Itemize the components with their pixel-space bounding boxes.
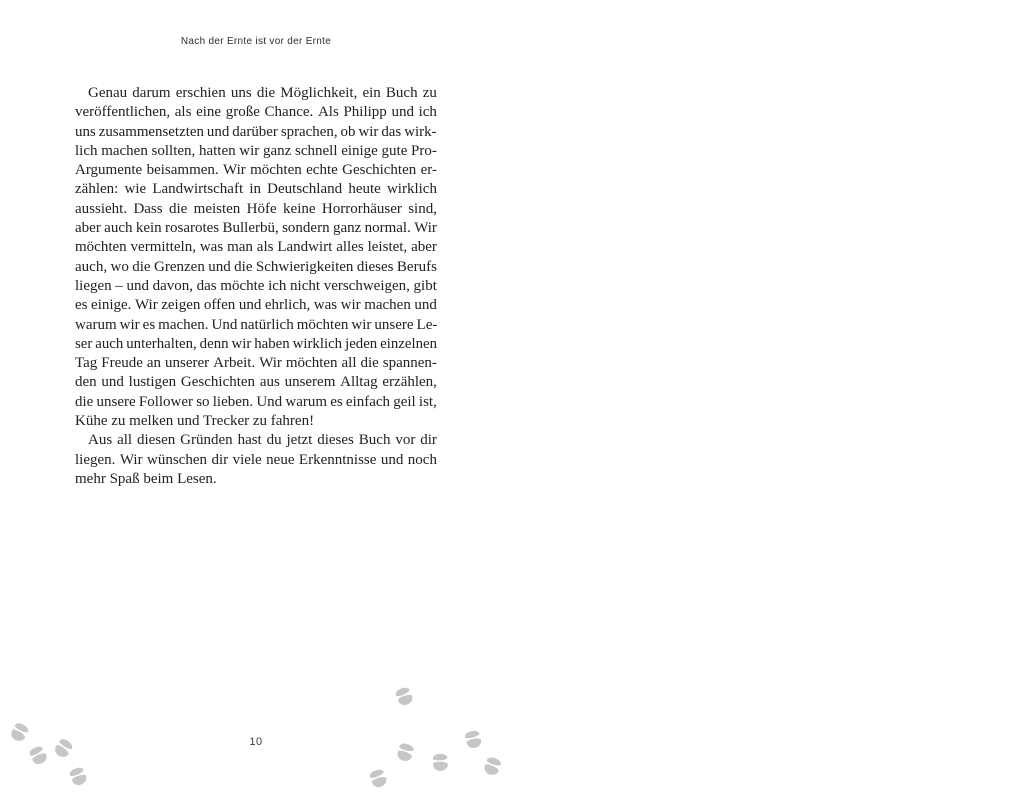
- running-header: Nach der Ernte ist vor der Ernte: [180, 36, 332, 47]
- text-line: möchten vermitteln, was man als Landwirt alles leistet, aber: [75, 239, 437, 256]
- hoofprint-icon: [366, 766, 390, 790]
- text-line: veröffentlichen, als eine große Chance. Als Philipp und ich: [75, 104, 437, 121]
- text-line: die unsere Follower so lieben. Und warum es einfach geil ist,: [75, 393, 437, 410]
- hoofprint-icon: [392, 684, 416, 708]
- text-line: den und lustigen Geschichten aus unserem Alltag erzählen,: [75, 374, 437, 391]
- hoofprint-icon: [480, 754, 505, 779]
- text-line: es einige. Wir zeigen offen und ehrlich, was wir machen und: [75, 297, 437, 314]
- text-line: liegen. Wir wünschen dir viele neue Erkenntnisse und noch: [75, 451, 437, 468]
- text-line: Kühe zu melken und Trecker zu fahren!: [75, 413, 315, 430]
- text-line: Tag Freude an unserer Arbeit. Wir möchten all die spannen-: [75, 355, 437, 372]
- hoofprint-icon: [50, 735, 76, 761]
- page-number: 10: [249, 736, 263, 748]
- text-line: zählen: wie Landwirtschaft in Deutschland heute wirklich: [75, 181, 437, 198]
- hoofprint-icon: [431, 753, 450, 772]
- text-line: auch, wo die Grenzen und die Schwierigkeiten dieses Berufs: [75, 258, 437, 275]
- text-line: uns zusammensetzten und darüber sprachen, ob wir das wirk-: [75, 123, 437, 140]
- text-line: liegen – und davon, das möchte ich nicht verschweigen, gibt: [75, 277, 437, 294]
- text-line: aussieht. Dass die meisten Höfe keine Horrorhäuser sind,: [75, 200, 437, 217]
- body-text-block: [75, 84, 437, 489]
- text-line: Aus all diesen Gründen hast du jetzt dieses Buch vor dir: [88, 432, 437, 449]
- hoofprint-icon: [462, 728, 485, 751]
- text-line: aber auch kein rosarotes Bullerbü, sondern ganz normal. Wir: [75, 220, 437, 237]
- text-line: mehr Spaß beim Lesen.: [75, 470, 217, 487]
- text-line: Argumente beisammen. Wir möchten echte Geschichten er-: [75, 162, 437, 179]
- hoofprint-icon: [6, 719, 32, 745]
- text-line: Genau darum erschien uns die Möglichkeit, ein Buch zu: [88, 85, 437, 101]
- text-line: ser auch unterhalten, denn wir haben wirklich jeden einzelnen: [75, 335, 438, 352]
- hoofprint-icon: [25, 742, 50, 767]
- text-line: warum wir es machen. Und natürlich möchten wir unsere Le-: [75, 316, 438, 333]
- text-line: lich machen sollten, hatten wir ganz schnell einige gute Pro-: [75, 142, 437, 159]
- hoofprint-icon: [66, 764, 90, 788]
